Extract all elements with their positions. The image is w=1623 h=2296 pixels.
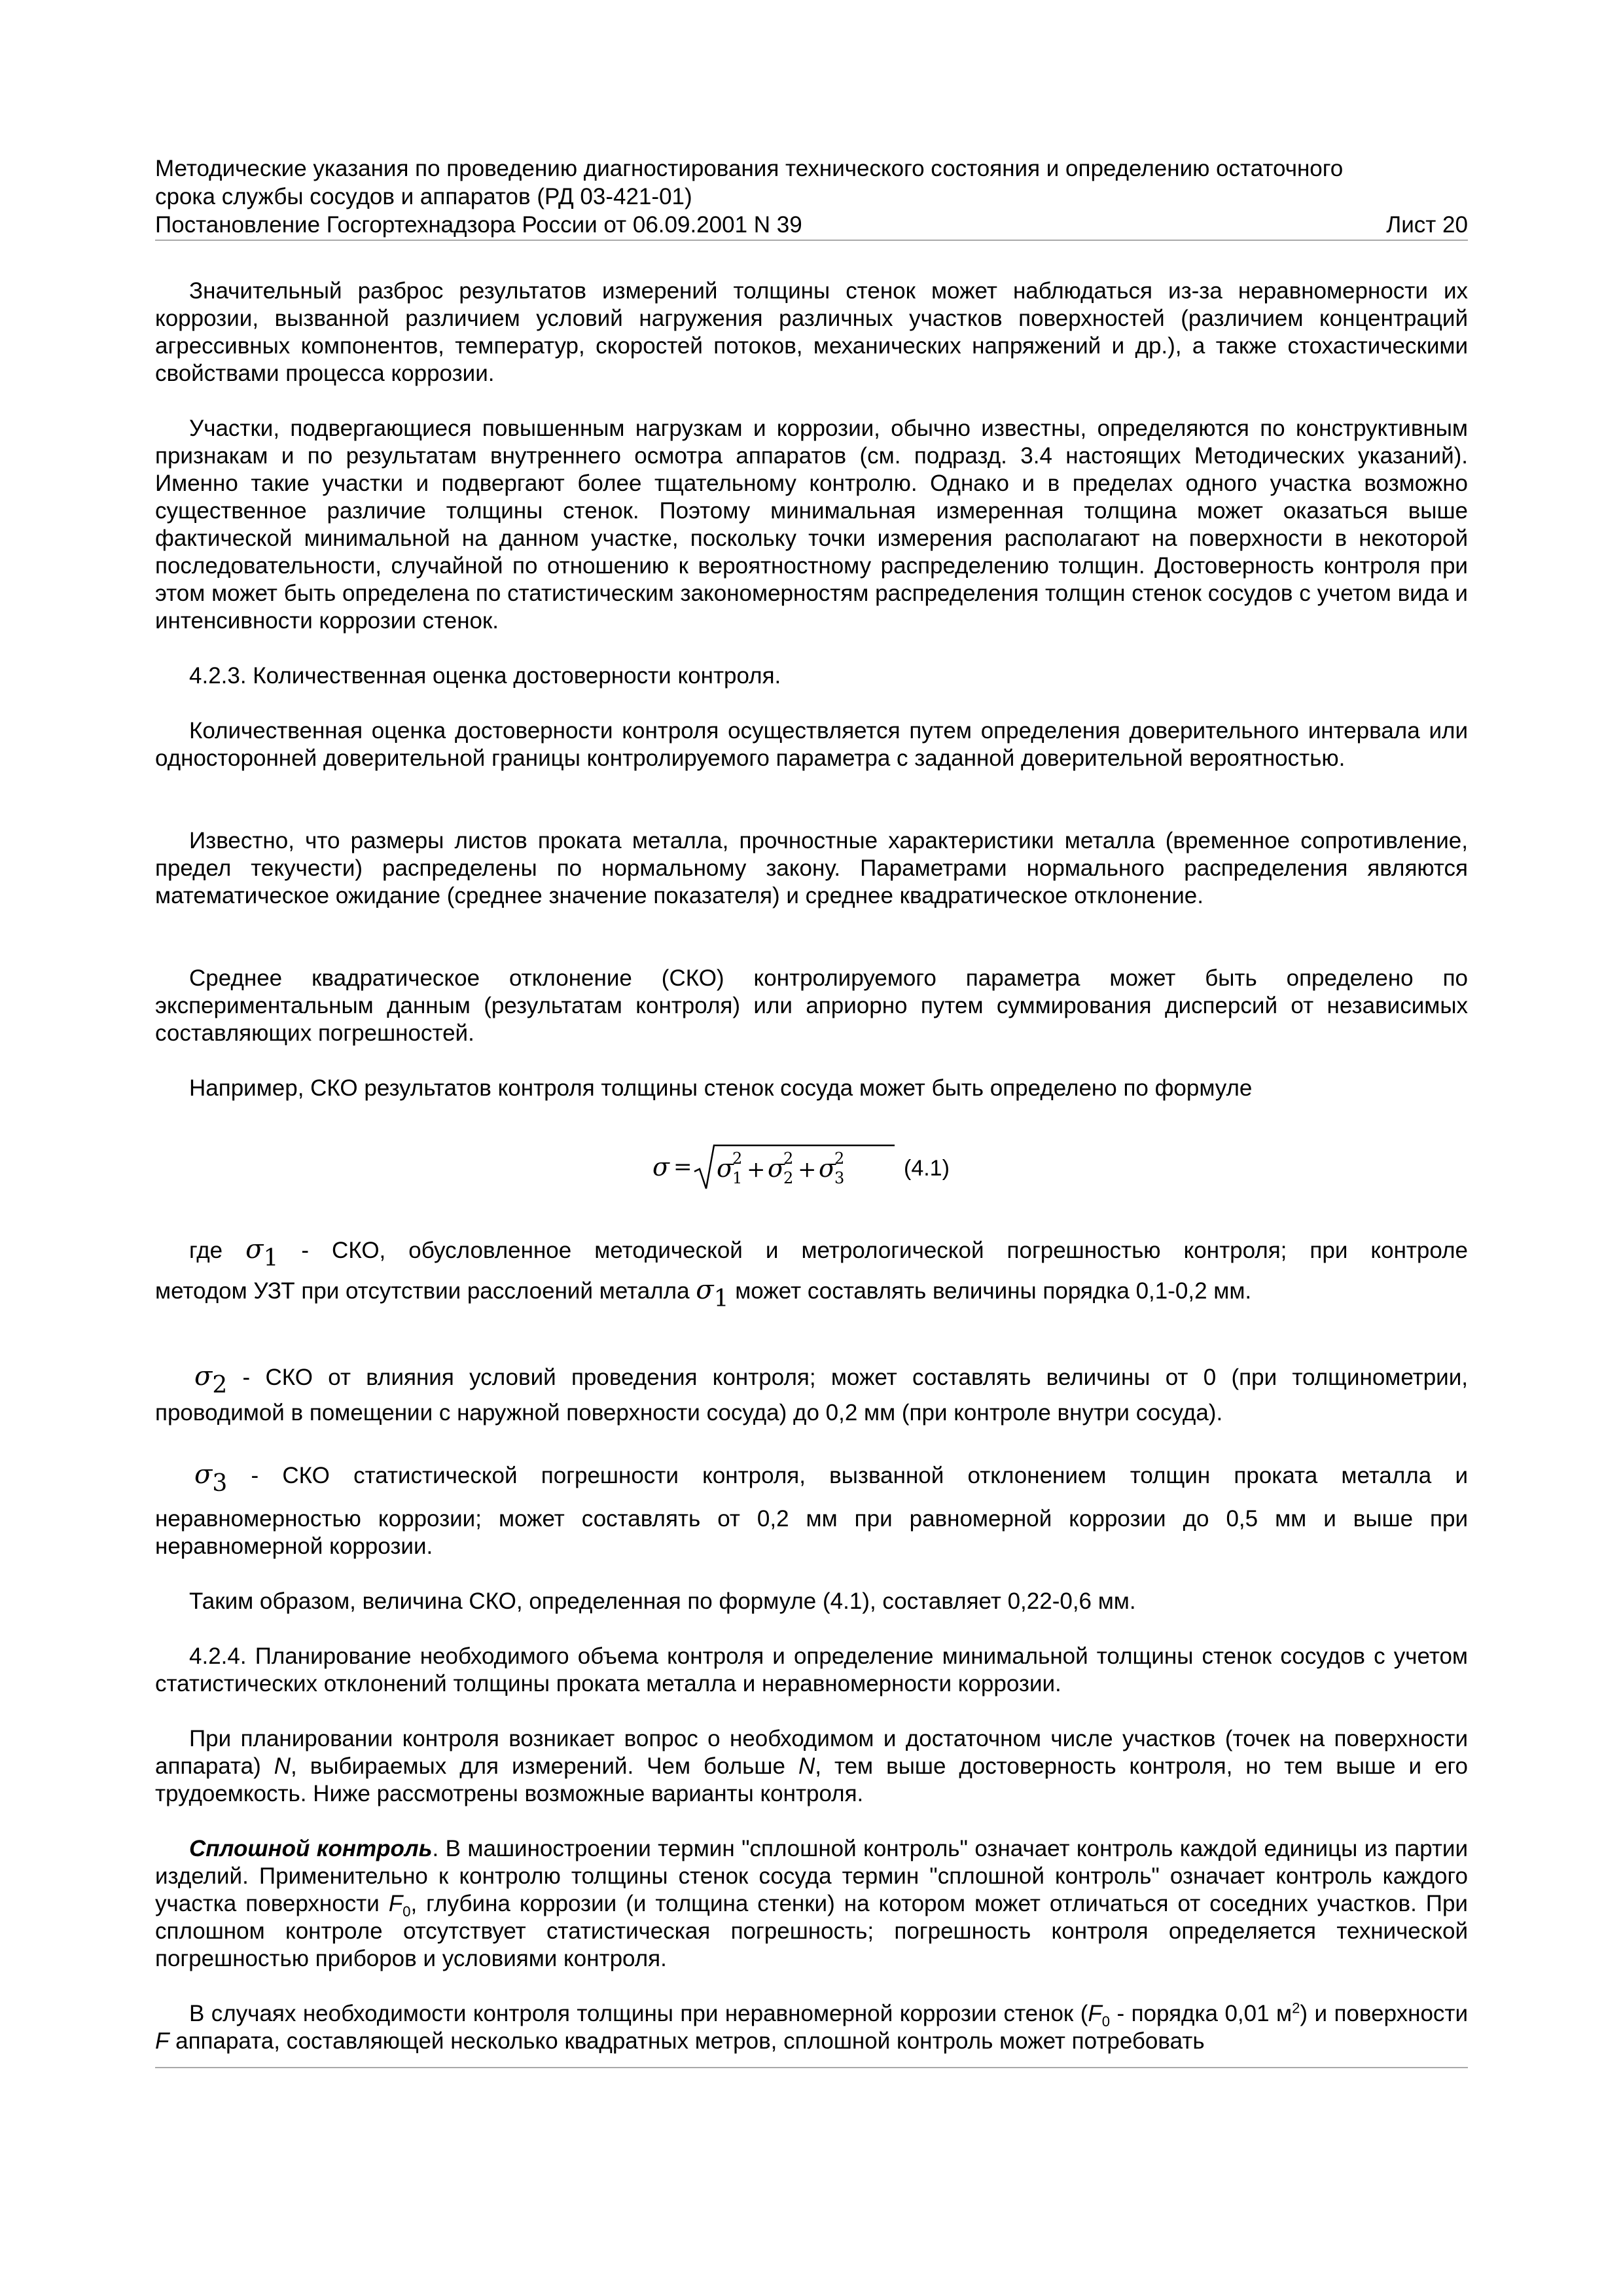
sigma1-text-3: может составлять величины порядка 0,1-0,2 мм.: [735, 1278, 1252, 1304]
paragraph-2: Участки, подвергающиеся повышенным нагрузкам и коррозии, обычно известны, определяются по конструктивным признакам и по результатам внутреннего осмотра аппаратов (см. подразд. 3.4 настоящих Методических указаний). Именно такие участки и подвергают более тщательному контролю. Однако и в пределах одного участка возможно существенное различие толщины стенок. Поэтому минимальная измеренная толщина может оказаться выше фактической минимальной на данном участке, поскольку точки измерения располагают на поверхности в некоторой последовательности, случайной по отношению к вероятностному распределению толщин. Достоверность контроля при этом может быть определена по статистическим закономерностям распределения толщин стенок сосудов с учетом вида и интенсивности коррозии стенок.: [155, 416, 1468, 634]
paragraph-6: Среднее квадратическое отклонение (СКО) контролируемого параметра может быть определено по экспериментальным данным (результатам контроля) или априорно путем суммирования дисперсий от независимых составляющих погрешностей.: [155, 965, 1468, 1046]
svg-text:σ: σ: [819, 1154, 836, 1183]
section-heading-4-2-3: 4.2.3. Количественная оценка достоверности контроля.: [189, 663, 781, 689]
svg-text:2: 2: [783, 1149, 794, 1168]
svg-text:+: +: [798, 1157, 817, 1183]
header-title-line3: Постановление Госгортехнадзора России от 06.09.2001 N 39: [155, 212, 802, 238]
footer-divider: [155, 2067, 1468, 2068]
svg-text:=: =: [673, 1154, 692, 1180]
svg-text:2: 2: [732, 1149, 743, 1168]
paragraph-4: Количественная оценка достоверности контроля осуществляется путем определения доверительного интервала или односторонней доверительной границы контролируемого параметра с заданной доверительной вероятностью.: [155, 718, 1468, 771]
sigma1-text-2: методом УЗТ при отсутствии расслоений металла: [155, 1278, 690, 1304]
paragraph-12: В случаях необходимости контроля толщины при неравномерной коррозии стенок ($F_0$ - порядка 0,01 $м^2$) и поверхности F аппарата, составляющей несколько квадратных метров, сплошной контроль может потребовать: [155, 2000, 1469, 2054]
sigma3-symbol: σ3: [194, 1460, 228, 1497]
sigma1-definition-line2: [155, 1275, 1252, 1312]
header-divider: [155, 240, 1468, 241]
bold-term-continuous-control: Сплошной контроль: [189, 1836, 433, 1861]
sigma1-definition-line1: [155, 1234, 1468, 1272]
header-title-line2: срока службы сосудов и аппаратов (РД 03-421-01): [155, 184, 692, 209]
sigma1-symbol-inline: σ1: [696, 1275, 729, 1312]
svg-text:3: 3: [834, 1169, 845, 1187]
sigma3-text: - СКО статистической погрешности контроля, вызванной отклонением толщин проката металла и: [251, 1463, 1468, 1488]
svg-text:σ: σ: [768, 1154, 785, 1183]
formula-number: (4.1): [904, 1156, 950, 1181]
paragraph-10: При планировании контроля возникает вопрос о необходимом и достаточном числе участков (точек на поверхности аппарата) N, выбираемых для измерений. Чем больше N, тем выше достоверность контроля, но тем выше и его трудоемкость. Ниже рассмотрены возможные варианты контроля.: [155, 1726, 1468, 1806]
sigma3-definition-line1: [155, 1460, 1468, 1497]
sigma2-definition-line2: проводимой в помещении с наружной поверхности сосуда) до 0,2 мм (при контроле внутри сосуда).: [155, 1400, 1223, 1426]
sigma2-text: - СКО от влияния условий проведения контроля; может составлять величины от 0 (при толщинометрии,: [242, 1365, 1468, 1390]
sigma2-symbol: σ2: [194, 1361, 228, 1399]
sigma1-where: где: [189, 1238, 223, 1263]
formula-4-1: [651, 1139, 978, 1198]
sigma1-text: - СКО, обусловленное методической и метрологической погрешностью контроля; при контроле: [301, 1238, 1468, 1263]
paragraph-5: Известно, что размеры листов проката металла, прочностные характеристики металла (временное сопротивление, предел текучести) распределены по нормальному закону. Параметрами нормального распределения являются математическое ожидание (среднее значение показателя) и среднее квадратическое отклонение.: [155, 828, 1468, 908]
formula-graphic: [651, 1139, 978, 1198]
paragraph-11: Сплошной контроль. В машиностроении термин "сплошной контроль" означает контроль каждой единицы из партии изделий. Применительно к контролю толщины стенок сосуда термин "сплошной контроль" означает контроль каждого участка поверхности $F_0$, глубина коррозии (и толщина стенки) на котором может отличаться от соседних участков. При сплошном контроле отсутствует статистическая погрешность; погрешность контроля определяется технической погрешностью приборов и условиями контроля.: [155, 1836, 1469, 1971]
paragraph-8: Таким образом, величина СКО, определенная по формуле (4.1), составляет 0,22-0,6 мм.: [189, 1588, 1136, 1614]
sheet-number: Лист 20: [1386, 212, 1468, 238]
paragraph-7: Например, СКО результатов контроля толщины стенок сосуда может быть определено по формуле: [189, 1075, 1253, 1101]
svg-text:σ: σ: [652, 1153, 669, 1181]
svg-text:σ: σ: [717, 1154, 734, 1183]
svg-text:1: 1: [732, 1169, 743, 1187]
section-heading-4-2-4: 4.2.4. Планирование необходимого объема контроля и определение минимальной толщины стенок сосудов с учетом статистических отклонений толщины проката металла и неравномерности коррозии.: [155, 1643, 1468, 1696]
sigma1-symbol: σ1: [245, 1234, 279, 1272]
paragraph-1: Значительный разброс результатов измерений толщины стенок может наблюдаться из-за неравномерности их коррозии, вызванной различием условий нагружения различных участков поверхностей (различием концентраций агрессивных компонентов, температур, скоростей потоков, механических напряжений и др.), а также стохастическими свойствами процесса коррозии.: [155, 278, 1468, 386]
sigma3-definition-line2: неравномерностью коррозии; может составлять от 0,2 мм при равномерной коррозии до 0,5 мм и выше при неравномерной коррозии.: [155, 1506, 1468, 1559]
svg-text:2: 2: [834, 1149, 845, 1168]
sigma2-definition-line1: [155, 1361, 1468, 1399]
svg-text:2: 2: [783, 1169, 794, 1187]
svg-text:+: +: [747, 1157, 766, 1183]
header-title-line1: Методические указания по проведению диагностирования технического состояния и определению остаточного: [155, 156, 1344, 181]
document-header: [155, 154, 1468, 239]
